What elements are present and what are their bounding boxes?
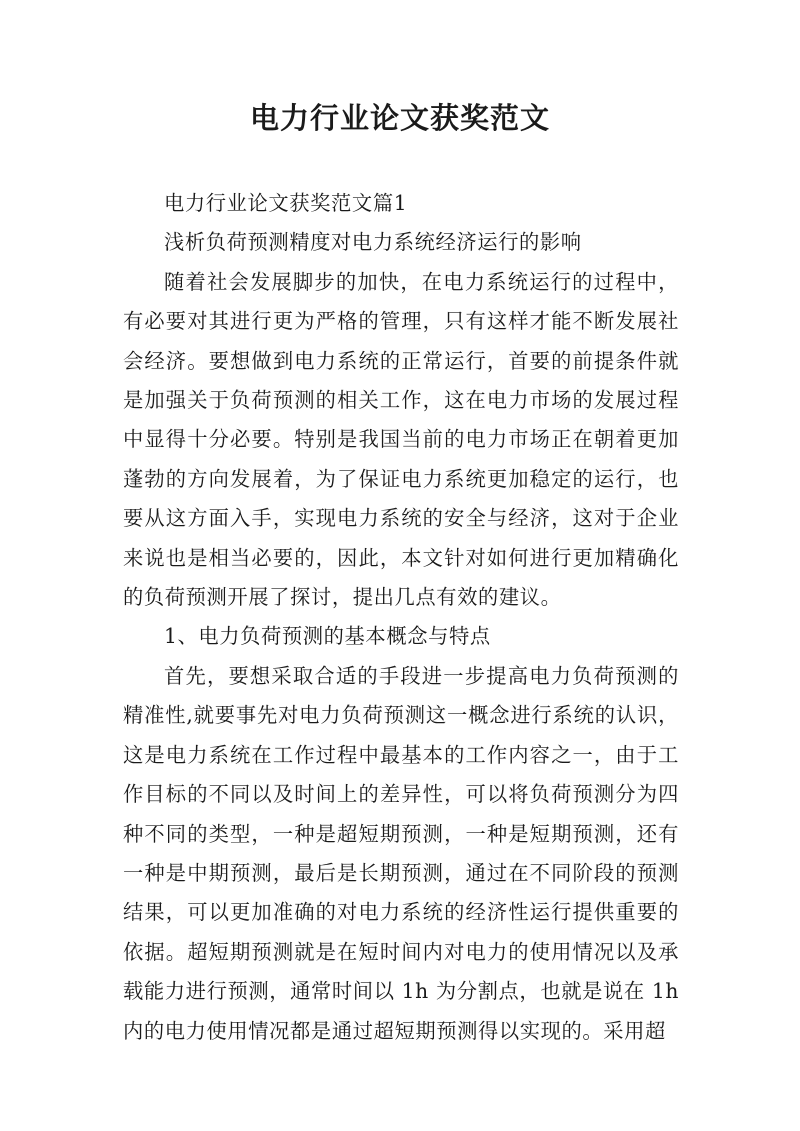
body-paragraph: 随着社会发展脚步的加快，在电力系统运行的过程中，有必要对其进行更为严格的管理，只有这样才能不断发展社会经济。要想做到电力系统的正常运行，首要的前提条件就是加强关于负荷预测的相关工作，这在电力市场的发展过程中显得十分必要。特别是我国当前的电力市场正在朝着更加蓬勃的方向发展着，为了保证电力系统更加稳定的运行，也要从这方面入手，实现电力系统的安全与经济，这对于企业来说也是相当必要的，因此，本文针对如何进行更加精确化的负荷预测开展了探讨，提出几点有效的建议。 [123,269,679,610]
section-heading: 电力行业论文获奖范文篇1 [164,191,408,215]
document-body [123,184,679,1051]
body-paragraph: 首先，要想采取合适的手段进一步提高电力负荷预测的精准性,就要事先对电力负荷预测这一概念进行系统的认识，这是电力系统在工作过程中最基本的工作内容之一，由于工作目标的不同以及时间上的差异性，可以将负荷预测分为四种不同的类型，一种是超短期预测，一种是短期预测，还有一种是中期预测，最后是长期预测，通过在不同阶段的预测结果，可以更加准确的对电力系统的经济性运行提供重要的依据。超短期预测就是在短时间内对电力的使用情况以及承载能力进行预测，通常时间以 1h 为分割点，也就是说在 1h 内的电力使用情况都是通过超短期预测得以实现的。采用超 [123,663,679,1043]
document-title: 电力行业论文获奖范文 [249,101,550,135]
subsection-heading: 1、电力负荷预测的基本概念与特点 [164,624,491,649]
article-title: 浅析负荷预测精度对电力系统经济运行的影响 [164,230,582,255]
